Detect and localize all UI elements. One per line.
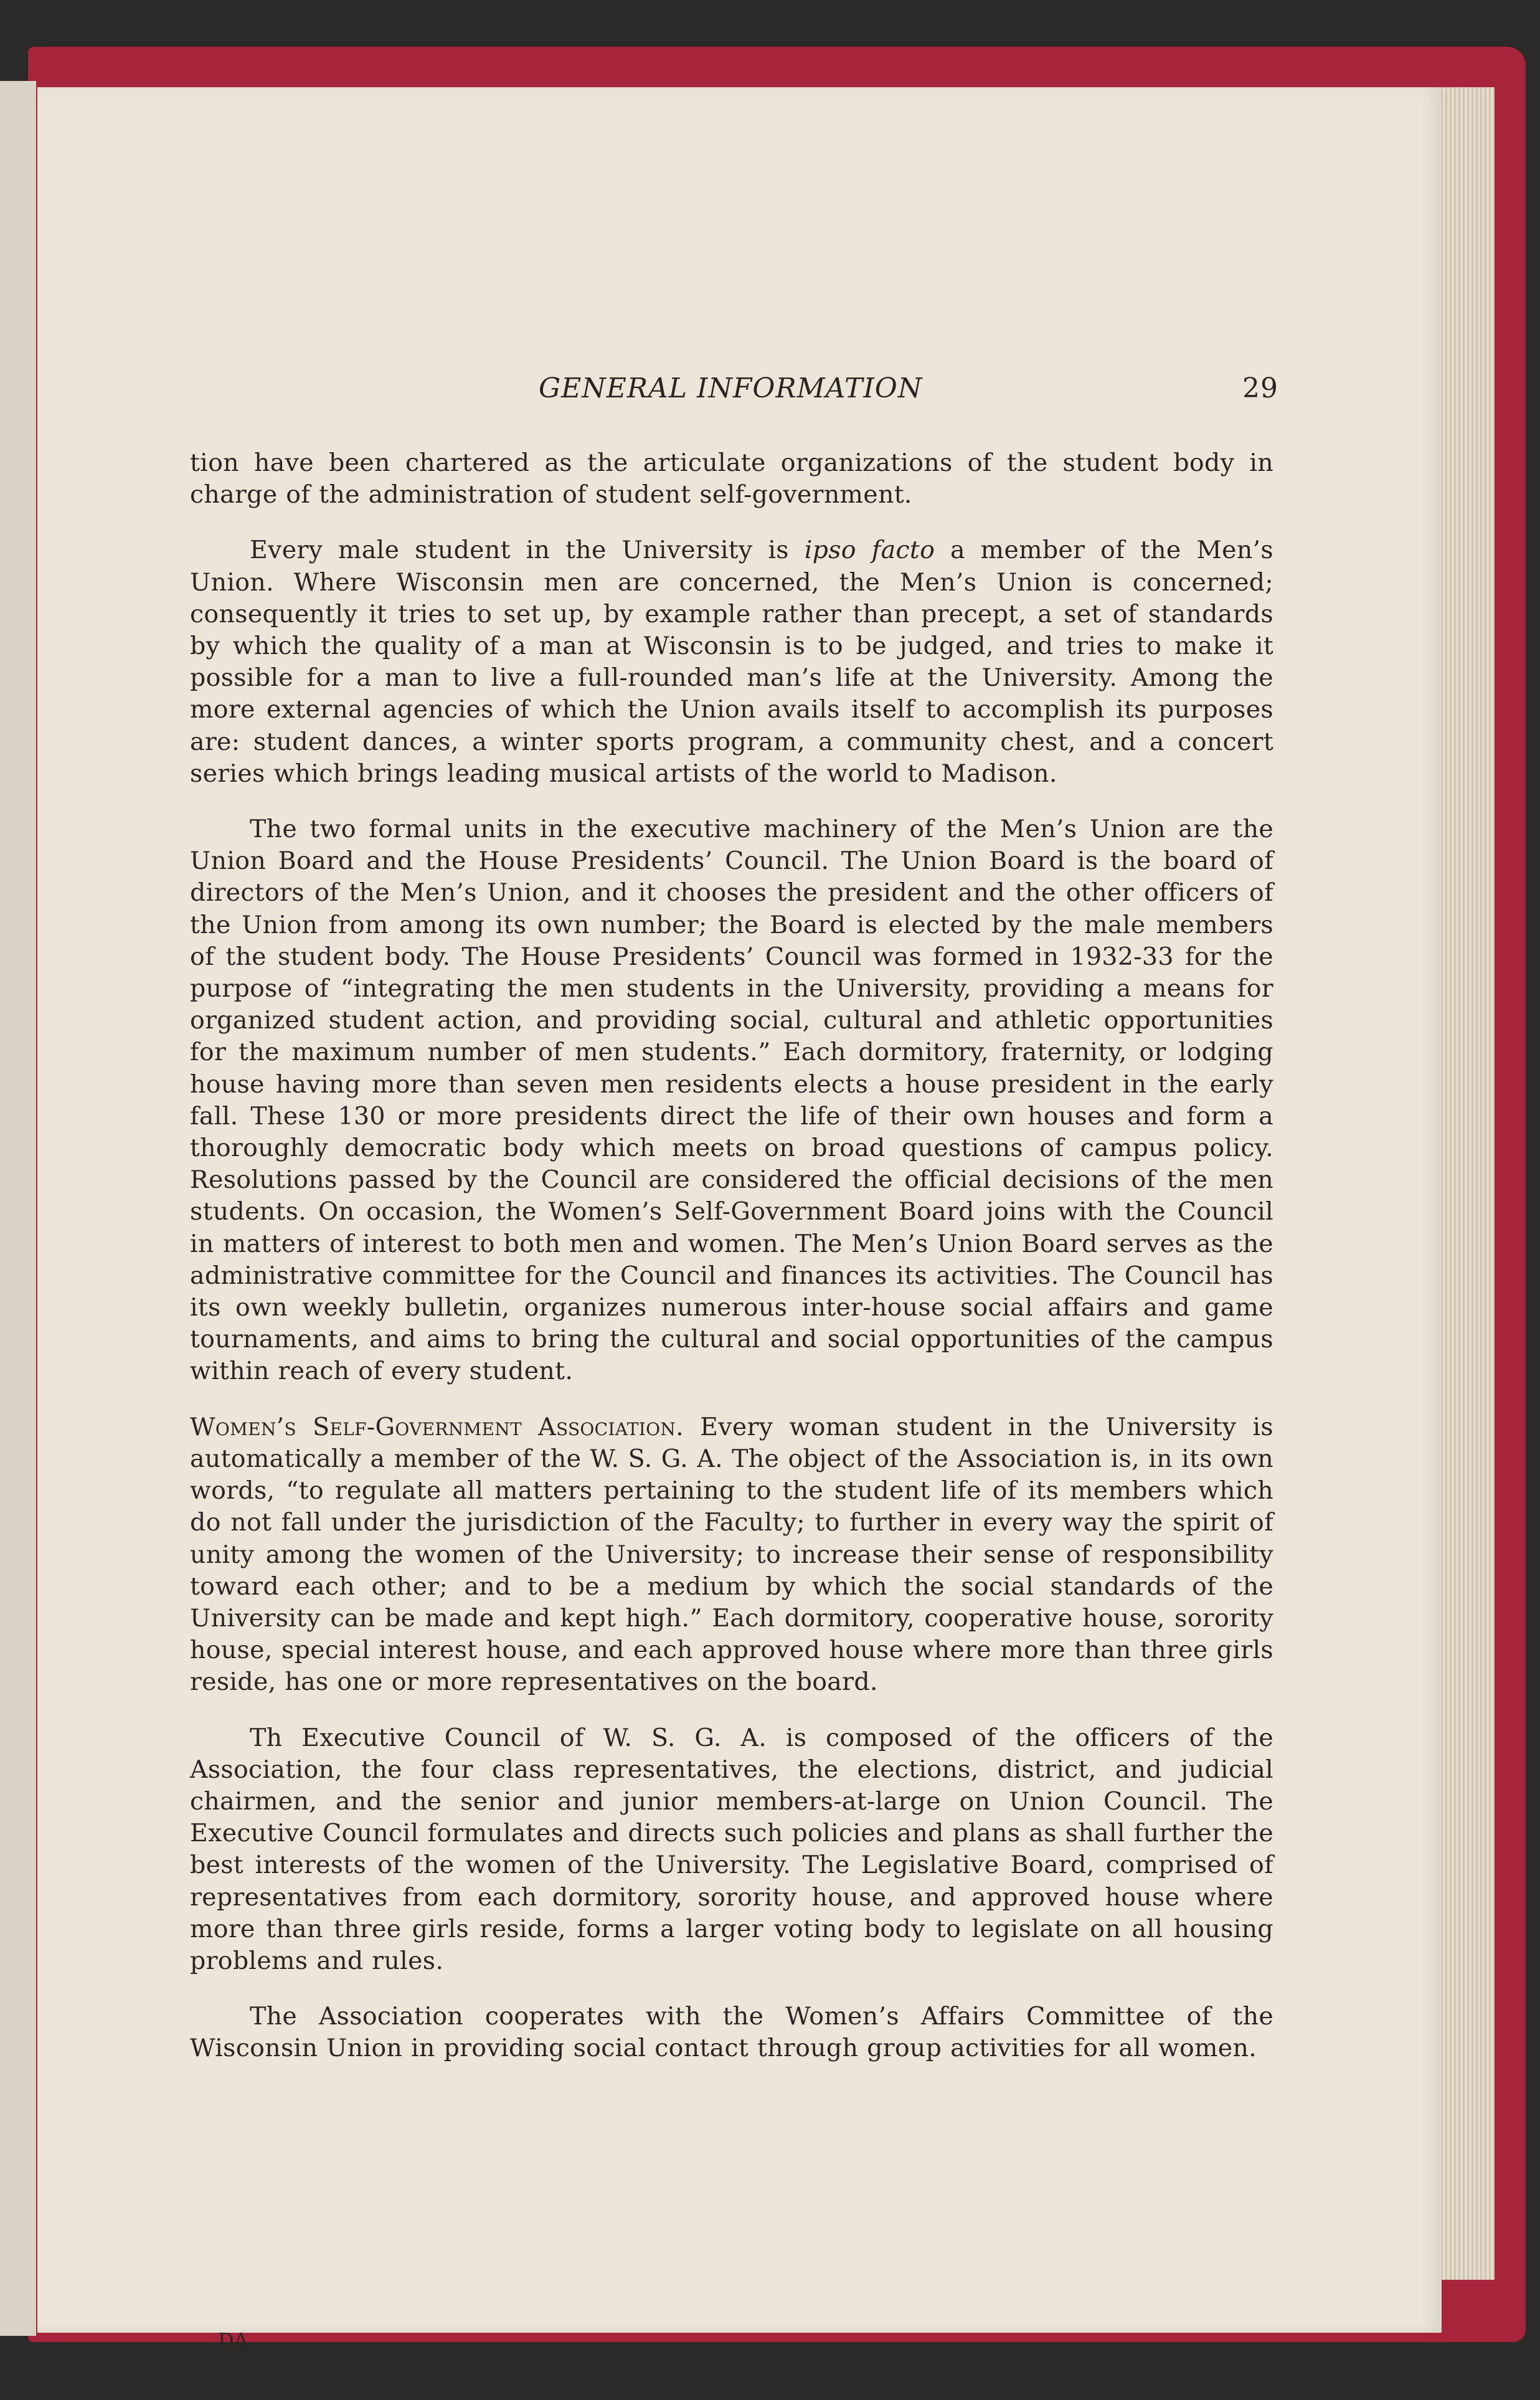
facing-page-edge (0, 81, 36, 2336)
footer-signature-mark: DA (218, 2328, 248, 2352)
body-text (190, 447, 1273, 2089)
paragraph-5: Th Executive Council of W. S. G. A. is composed of the officers of the Association, the four class representatives, the elections, district, and judicial chairmen, and the senior and junior members-at-large on Union Council. The Executive Council formulates and directs such policies and plans as shall further the best interests of the women of the University. The Legislative Board, comprised of representatives from each dormitory, sorority house, and approved house where more than three girls reside, forms a larger voting body to legislate on all housing problems and rules. (190, 1723, 1273, 1975)
running-head-title: GENERAL INFORMATION (539, 372, 923, 404)
paragraph-4-text: Every woman student in the University is automatically a member of the W. S. G. A. The object of the Association is, in its own words, “to regulate all matters pertaining to the student life of its members which do not fall under the jurisdiction of the Faculty; to further in every way the spirit of unity among the women of the University; to increase their sense of responsibility toward each other; and to be a medium by which the social standards of the University can be made and kept high.” Each dormitory, cooperative house, sorority house, special interest house, and each approved house where more than three girls reside, has one or more representatives on the board. (190, 1412, 1274, 1697)
paragraph-2-part-1: Every male student in the University is (250, 536, 805, 565)
paragraph-6: The Association cooperates with the Women’s Affairs Committee of the Wisconsin Union in providing social contact through group activities for all women. (190, 2002, 1273, 2063)
section-heading-wsga: Women’s Self-Government Association. (190, 1412, 684, 1441)
paragraph-3: The two formal units in the executive machinery of the Men’s Union are the Union Board and the House Presidents’ Council. The Union Board is the board of directors of the Men’s Union, and it chooses the president and the other officers of the Union from among its own number; the Board is elected by the male members of the student body. The House Presidents’ Council was formed in 1932-33 for the purpose of “integrating the men students in the University, providing a means for organized student action, and providing social, cultural and athletic opportunities for the maximum number of men students.” Each dormitory, fraternity, or lodging house having more than seven men residents elects a house president in the early fall. These 130 or more presidents direct the life of their own houses and form a thoroughly democratic body which meets on broad questions of campus policy. Resolutions passed by the Council are considered the official decisions of the men students. On occasion, the Women’s Self-Government Board joins with the Council in matters of interest to both men and women. The Men’s Union Board serves as the administrative committee for the Council and finances its activities. The Council has its own weekly bulletin, organizes numerous inter-house social affairs and game tournaments, and aims to bring the cultural and social opportunities of the campus within reach of every student. (190, 815, 1273, 1386)
paragraph-2 (190, 534, 1273, 790)
paragraph-2-part-2: a member of the Men’s Union. Where Wisconsin men are concerned, the Men’s Union is concerned; consequently it tries to set up, by example rather than precept, a set of standards by which the quality of a man at Wisconsin is to be judged, and tries to make it possible for a man to live a full-rounded man’s life at the University. Among the more external agencies of which the Union avails itself to accomplish its purposes are: student dances, a winter sports program, a community chest, and a concert series which brings leading musical artists of the world to Madison. (190, 536, 1273, 788)
page-number: 29 (1242, 372, 1278, 404)
book-page (37, 87, 1442, 2352)
page-edge-stack (1438, 87, 1495, 2280)
paragraph-4 (190, 1411, 1273, 1699)
paragraph-1: tion have been chartered as the articulate organizations of the student body in charge of the administration of student self-government. (190, 448, 1273, 510)
paragraph-2-italic-phrase: ipso facto (804, 536, 935, 565)
